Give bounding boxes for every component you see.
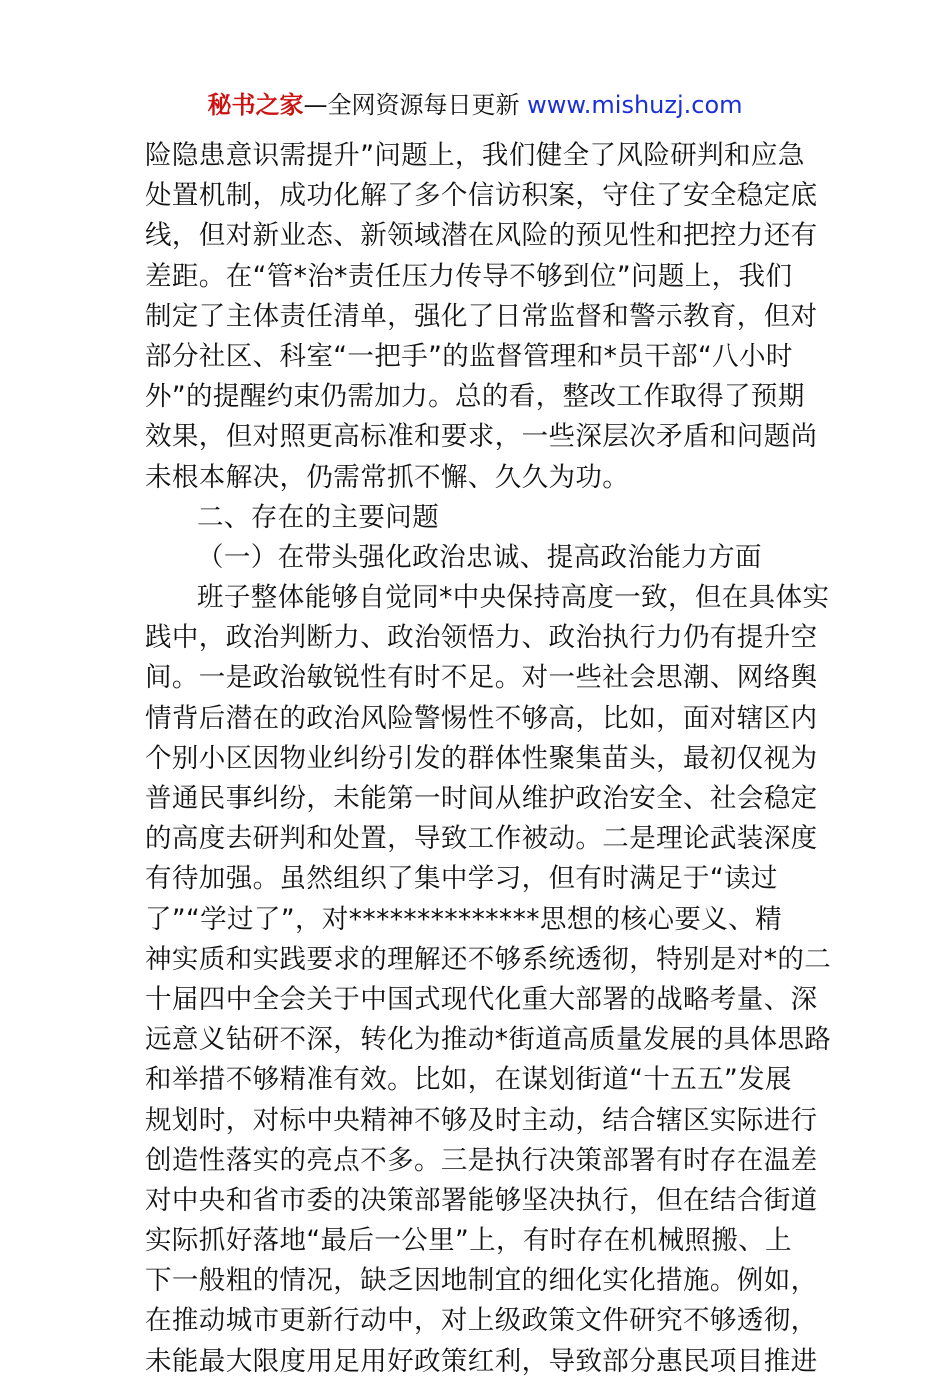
text-line: 下一般粗的情况，缺乏因地制宜的细化实化措施。例如， [145, 1265, 818, 1297]
section-heading: 二、存在的主要问题 [197, 501, 440, 533]
page-header [0, 88, 950, 122]
text-line: 间。一是政治敏锐性有时不足。对一些社会思潮、网络舆 [145, 662, 818, 694]
text-line: 情背后潜在的政治风险警惕性不够高，比如，面对辖区内 [145, 702, 818, 734]
text-line: 创造性落实的亮点不多。三是执行决策部署有时存在温差 [145, 1144, 818, 1176]
text-line: 神实质和实践要求的理解还不够系统透彻，特别是对*的二 [145, 943, 832, 975]
text-line: 了”“学过了”，对**************思想的核心要义、精 [145, 903, 782, 935]
text-line: 的高度去研判和处置，导致工作被动。二是理论武装深度 [145, 823, 818, 855]
text-line: 处置机制，成功化解了多个信访积案，守住了安全稳定底 [145, 180, 818, 212]
text-line: 在推动城市更新行动中，对上级政策文件研究不够透彻， [145, 1305, 818, 1337]
brand-name: 秘书之家 [207, 91, 304, 119]
text-line: 部分社区、科室“一把手”的监督管理和*员干部“八小时 [145, 340, 793, 372]
text-line: 线，但对新业态、新领域潜在风险的预见性和把控力还有 [145, 220, 818, 252]
text-line: 效果，但对照更高标准和要求，一些深层次矛盾和问题尚 [145, 421, 818, 453]
text-line: 未能最大限度用足用好政策红利，导致部分惠民项目推进 [145, 1345, 818, 1377]
text-line: 差距。在“管*治*责任压力传导不够到位”问题上，我们 [145, 260, 793, 292]
text-line: 十届四中全会关于中国式现代化重大部署的战略考量、深 [145, 983, 818, 1015]
text-line: 险隐患意识需提升”问题上，我们健全了风险研判和应急 [145, 140, 805, 171]
text-line: 有待加强。虽然组织了集中学习，但有时满足于“读过 [145, 863, 778, 895]
text-line: 个别小区因物业纠纷引发的群体性聚集苗头，最初仅视为 [145, 742, 818, 774]
subsection-heading: （一）在带头强化政治忠诚、提高政治能力方面 [197, 541, 762, 573]
document-body [145, 136, 832, 1382]
text-line: 制定了主体责任清单，强化了日常监督和警示教育，但对 [145, 300, 818, 332]
text-line: 班子整体能够自觉同*中央保持高度一致，但在具体实 [197, 582, 830, 614]
text-line: 规划时，对标中央精神不够及时主动，结合辖区实际进行 [145, 1104, 818, 1136]
text-line: 未根本解决，仍需常抓不懈、久久为功。 [145, 461, 630, 493]
text-line: 远意义钻研不深，转化为推动*街道高质量发展的具体思路 [145, 1024, 832, 1056]
header-tagline: —全网资源每日更新 [303, 91, 528, 119]
site-url-link[interactable]: www.mishuzj.com [527, 91, 743, 119]
text-line: 实际抓好落地“最后一公里”上，有时存在机械照搬、上 [145, 1225, 792, 1257]
text-line: 外”的提醒约束仍需加力。总的看，整改工作取得了预期 [145, 381, 805, 413]
text-line: 普通民事纠纷，未能第一时间从维护政治安全、社会稳定 [145, 783, 818, 814]
text-line: 和举措不够精准有效。比如，在谋划街道“十五五”发展 [145, 1064, 792, 1096]
text-line: 践中，政治判断力、政治领悟力、政治执行力仍有提升空 [145, 622, 818, 654]
text-line: 对中央和省市委的决策部署能够坚决执行，但在结合街道 [145, 1184, 818, 1216]
